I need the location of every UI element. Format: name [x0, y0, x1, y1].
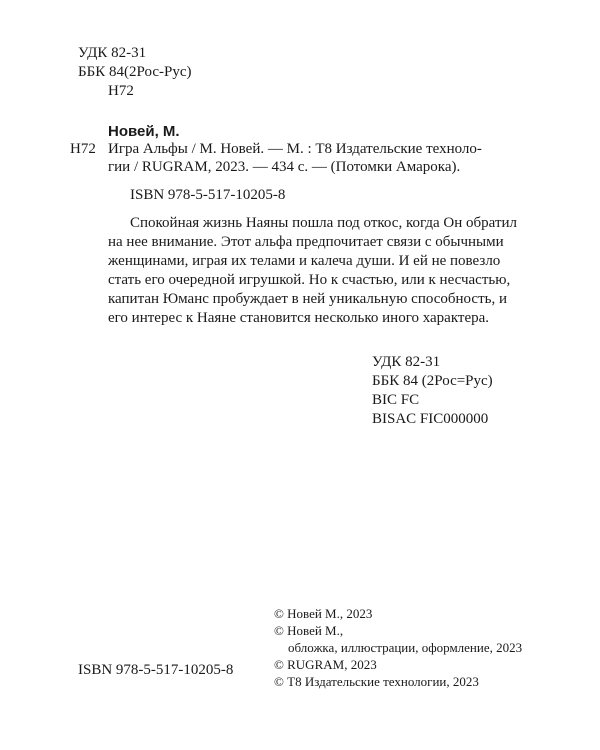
record-line-1: Игра Альфы / М. Новей. — М. : Т8 Издательские техноло- [108, 141, 482, 157]
annotation-line: капитан Юманс пробуждает в ней уникальную способность, и [108, 291, 507, 307]
udk-code: УДК 82-31 [78, 45, 147, 61]
author-mark: Н72 [108, 83, 134, 99]
record-author-mark: Н72 [70, 141, 96, 157]
annotation-line: Спокойная жизнь Наяны пошла под откос, когда Он обратил [130, 215, 518, 231]
copyright-line: © RUGRAM, 2023 [274, 657, 377, 672]
copyright-line: © Новей М., 2023 [274, 606, 373, 621]
class-bbk: ББК 84 (2Рос=Рус) [372, 373, 493, 389]
class-udk: УДК 82-31 [372, 354, 441, 370]
annotation-line: его интерес к Наяне становится несколько иного характера. [108, 310, 490, 326]
author-heading: Новей, М. [108, 123, 180, 140]
record-isbn: ISBN 978-5-517-10205-8 [130, 187, 286, 203]
record-line-2: гии / RUGRAM, 2023. — 434 с. — (Потомки Амарока). [108, 159, 461, 175]
annotation-line: женщинами, играя их телами и калеча души. И ей не повезло [108, 253, 501, 269]
bottom-isbn: ISBN 978-5-517-10205-8 [78, 662, 234, 678]
class-bic: BIC FC [372, 392, 420, 408]
bbk-code: ББК 84(2Рос-Рус) [78, 64, 192, 80]
copyright-line: © Т8 Издательские технологии, 2023 [274, 674, 479, 689]
annotation-line: стать его очередной игрушкой. Но к счастью, или к несчастью, [108, 272, 511, 288]
class-bisac: BISAC FIC000000 [372, 411, 489, 427]
annotation-line: на нее внимание. Этот альфа предпочитает связи с обычными [108, 234, 504, 250]
copyright-line: © Новей М., [274, 623, 344, 638]
copyright-line: обложка, иллюстрации, оформление, 2023 [288, 640, 523, 655]
